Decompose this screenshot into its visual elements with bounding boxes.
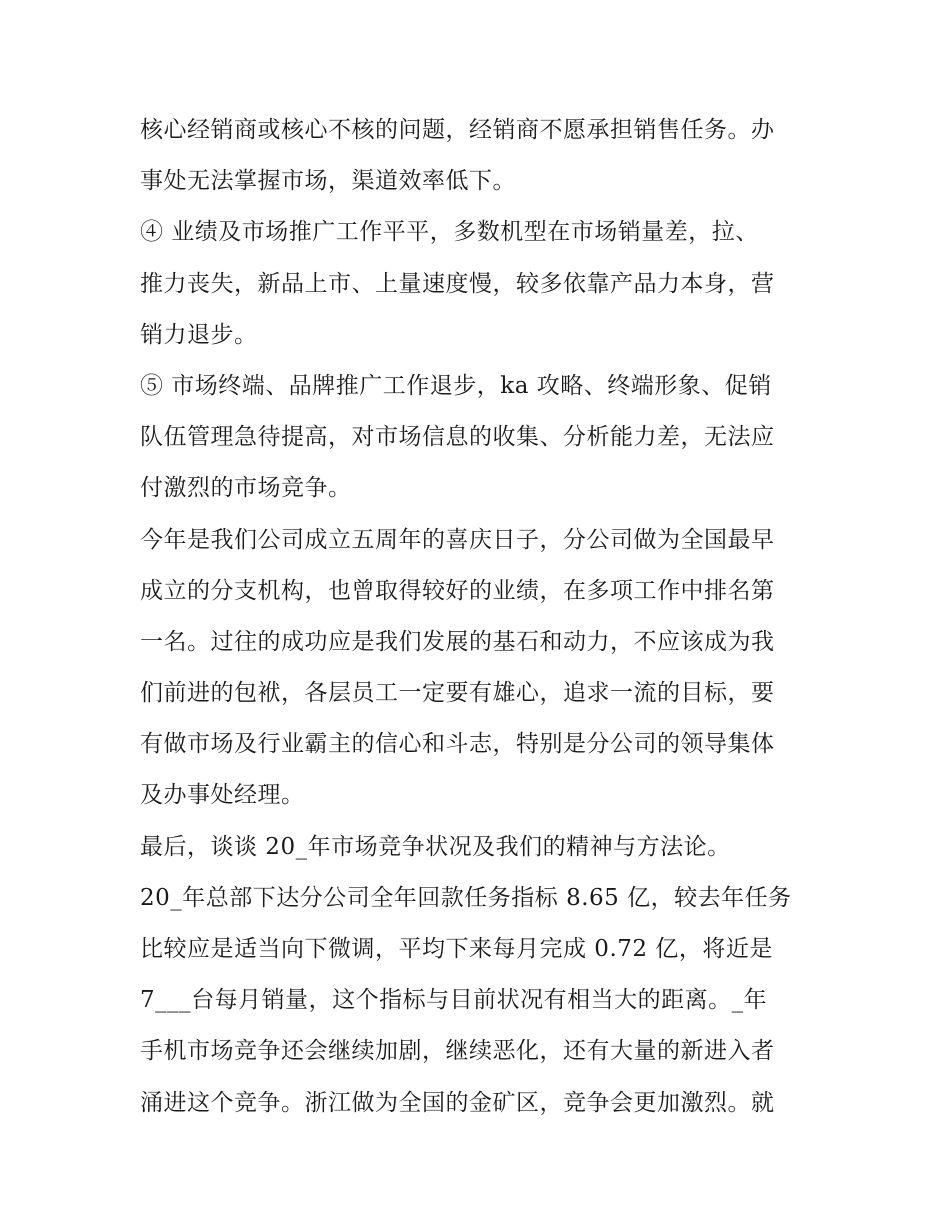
text-line: ④ 业绩及市场推广工作平平，多数机型在市场销量差，拉、	[140, 219, 759, 246]
text-line: 涌进这个竞争。浙江做为全国的金矿区，竞争会更加激烈。就	[140, 1089, 775, 1116]
text-line: 比较应是适当向下微调，平均下来每月完成 0.72 亿，将近是	[140, 936, 773, 962]
text-line: 们前进的包袱，各层员工一定要有雄心，追求一流的目标，要	[140, 680, 775, 707]
text-line: 及办事处经理。	[140, 782, 305, 809]
text-line: 20_年总部下达分公司全年回款任务指标 8.65 亿，较去年任务	[140, 884, 792, 911]
text-line: ⑤ 市场终端、品牌推广工作退步，ka 攻略、终端形象、促销	[140, 372, 772, 399]
text-line: 成立的分支机构，也曾取得较好的业绩，在多项工作中排名第	[140, 577, 775, 604]
text-line: 最后，谈谈 20_年市场竞争状况及我们的精神与方法论。	[140, 833, 731, 860]
text-line: 今年是我们公司成立五周年的喜庆日子，分公司做为全国最早	[140, 526, 775, 553]
text-line: 推力丧失，新品上市、上量速度慢，较多依靠产品力本身，营	[140, 270, 775, 297]
text-line: 7___台每月销量，这个指标与目前状况有相当大的距离。_年	[140, 987, 768, 1014]
text-line: 销力退步。	[140, 321, 258, 348]
text-line: 事处无法掌握市场，渠道效率低下。	[140, 168, 516, 195]
text-line: 付激烈的市场竞争。	[140, 475, 352, 502]
text-line: 有做市场及行业霸主的信心和斗志，特别是分公司的领导集体	[140, 731, 775, 758]
body-text	[140, 105, 820, 1129]
text-line: 一名。过往的成功应是我们发展的基石和动力，不应该成为我	[140, 628, 775, 655]
text-line: 核心经销商或核心不核的问题，经销商不愿承担销售任务。办	[140, 117, 775, 143]
text-line: 队伍管理急待提高，对市场信息的收集、分析能力差，无法应	[140, 424, 775, 451]
text-line: 手机市场竞争还会继续加剧，继续恶化，还有大量的新进入者	[140, 1038, 775, 1065]
